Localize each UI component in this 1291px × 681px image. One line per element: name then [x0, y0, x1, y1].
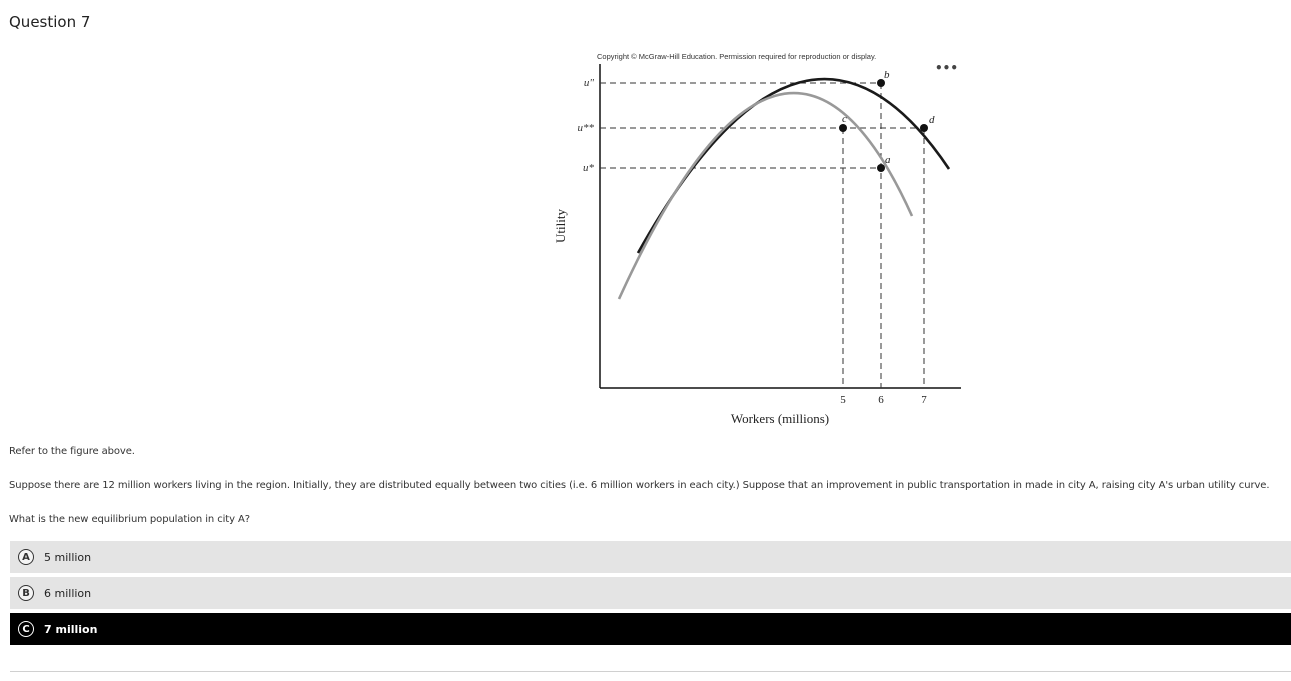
- prompt-text: What is the new equilibrium population in city A?: [9, 514, 250, 525]
- option-a-letter: A: [18, 549, 34, 565]
- bottom-divider: [10, 671, 1291, 672]
- x-tick-6: 6: [878, 394, 884, 406]
- label-b: b: [884, 69, 890, 81]
- option-b[interactable]: [10, 577, 1291, 609]
- x-tick-7: 7: [921, 394, 927, 406]
- option-b-label: 6 million: [44, 586, 92, 600]
- y-axis-label: Utility: [553, 209, 568, 243]
- point-a: [877, 164, 885, 172]
- ellipsis-icon[interactable]: •••: [935, 61, 959, 75]
- option-b-letter: B: [18, 585, 34, 601]
- option-c-letter: C: [18, 621, 34, 637]
- label-a: a: [885, 154, 891, 166]
- label-d: d: [929, 114, 935, 126]
- option-a[interactable]: [10, 541, 1291, 573]
- label-u-star: u*: [583, 162, 594, 174]
- label-c: c: [842, 113, 847, 125]
- label-u-star-star: u**: [577, 122, 594, 134]
- label-u-double-prime: u": [583, 77, 594, 89]
- point-d: [920, 124, 928, 132]
- point-c: [839, 124, 847, 132]
- refer-text: Refer to the figure above.: [9, 446, 135, 457]
- option-a-label: 5 million: [44, 550, 92, 564]
- x-axis-label: Workers (millions): [730, 411, 830, 426]
- question-title: Question 7: [9, 13, 91, 31]
- utility-figure: [550, 46, 962, 430]
- x-tick-5: 5: [840, 394, 846, 406]
- utility-chart: [550, 46, 962, 430]
- option-c-label: 7 million: [44, 622, 98, 636]
- copyright-text: Copyright © McGraw-Hill Education. Permission required for reproduction or display.: [597, 52, 877, 61]
- option-c[interactable]: [10, 613, 1291, 645]
- scenario-text: Suppose there are 12 million workers living in the region. Initially, they are distributed equally between two cities (i.e. 6 million workers in each city.) Suppose that an improvement in public transportation in made in city A, raising city A's urban utility curve.: [9, 480, 1270, 491]
